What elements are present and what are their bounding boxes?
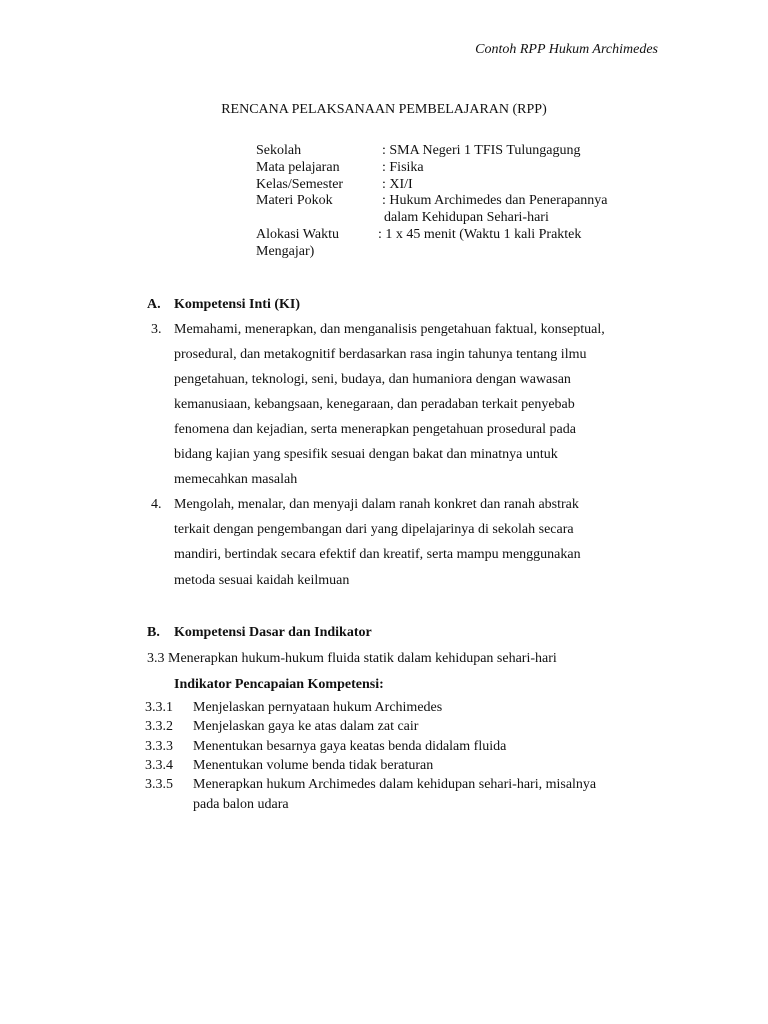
mapel-label: Mata pelajaran: [256, 160, 340, 175]
ki3-number: 3.: [151, 322, 162, 337]
materi-value-cont: dalam Kehidupan Sehari-hari: [384, 210, 549, 225]
ki4-number: 4.: [151, 497, 162, 512]
indicator-text: Menjelaskan gaya ke atas dalam zat cair: [193, 719, 419, 734]
indicator-number: 3.3.4: [145, 758, 173, 773]
indicator-number: 3.3.2: [145, 719, 173, 734]
ki3-line: kemanusiaan, kebangsaan, kenegaraan, dan peradaban terkait penyebab: [174, 397, 575, 412]
sekolah-value: : SMA Negeri 1 TFIS Tulungagung: [382, 143, 581, 158]
alokasi-label-cont: Mengajar): [256, 244, 315, 259]
indicator-number: 3.3.3: [145, 739, 173, 754]
ki3-line: pengetahuan, teknologi, seni, budaya, dan humaniora dengan wawasan: [174, 372, 571, 387]
ki4-line: metoda sesuai kaidah keilmuan: [174, 573, 350, 588]
ki3-line: bidang kajian yang spesifik sesuai dengan bakat dan minatnya untuk: [174, 447, 558, 462]
indicator-number: 3.3.1: [145, 700, 173, 715]
section-b-marker: B.: [147, 625, 160, 640]
kelas-value: : XI/I: [382, 177, 413, 192]
section-a-heading: Kompetensi Inti (KI): [174, 297, 300, 312]
materi-value: : Hukum Archimedes dan Penerapannya: [382, 193, 608, 208]
ki4-line: mandiri, bertindak secara efektif dan kreatif, serta mampu menggunakan: [174, 547, 581, 562]
kelas-label: Kelas/Semester: [256, 177, 344, 192]
alokasi-label: Alokasi Waktu: [256, 227, 339, 242]
section-a-marker: A.: [147, 297, 161, 312]
sekolah-label: Sekolah: [256, 143, 302, 158]
indicator-number: 3.3.5: [145, 777, 173, 792]
indicator-text: Menjelaskan pernyataan hukum Archimedes: [193, 700, 443, 715]
alokasi-value: : 1 x 45 menit (Waktu 1 kali Praktek: [378, 227, 582, 242]
indicator-text: Menentukan volume benda tidak beraturan: [193, 758, 434, 773]
running-header: Contoh RPP Hukum Archimedes: [475, 42, 658, 57]
ki3-line: fenomena dan kejadian, serta menerapkan pengetahuan prosedural pada: [174, 422, 576, 437]
kompetensi-dasar: 3.3 Menerapkan hukum-hukum fluida statik dalam kehidupan sehari-hari: [147, 651, 557, 666]
document-title: RENCANA PELAKSANAAN PEMBELAJARAN (RPP): [221, 102, 547, 117]
indicator-text: Menentukan besarnya gaya keatas benda didalam fluida: [193, 739, 507, 754]
ki4-line: terkait dengan pengembangan dari yang dipelajarinya di sekolah secara: [174, 522, 574, 537]
ki3-line: memecahkan masalah: [174, 472, 298, 487]
indikator-heading: Indikator Pencapaian Kompetensi:: [174, 677, 384, 692]
ki3-line: prosedural, dan metakognitif berdasarkan rasa ingin tahunya tentang ilmu: [174, 347, 587, 362]
materi-label: Materi Pokok: [256, 193, 333, 208]
section-b-heading: Kompetensi Dasar dan Indikator: [174, 625, 372, 640]
indicator-text: Menerapkan hukum Archimedes dalam kehidupan sehari-hari, misalnya: [193, 777, 597, 792]
ki3-line: Memahami, menerapkan, dan menganalisis pengetahuan faktual, konseptual,: [174, 322, 605, 337]
mapel-value: : Fisika: [382, 160, 424, 175]
ki4-line: Mengolah, menalar, dan menyaji dalam ranah konkret dan ranah abstrak: [174, 497, 579, 512]
indicator-text-cont: pada balon udara: [193, 797, 289, 812]
